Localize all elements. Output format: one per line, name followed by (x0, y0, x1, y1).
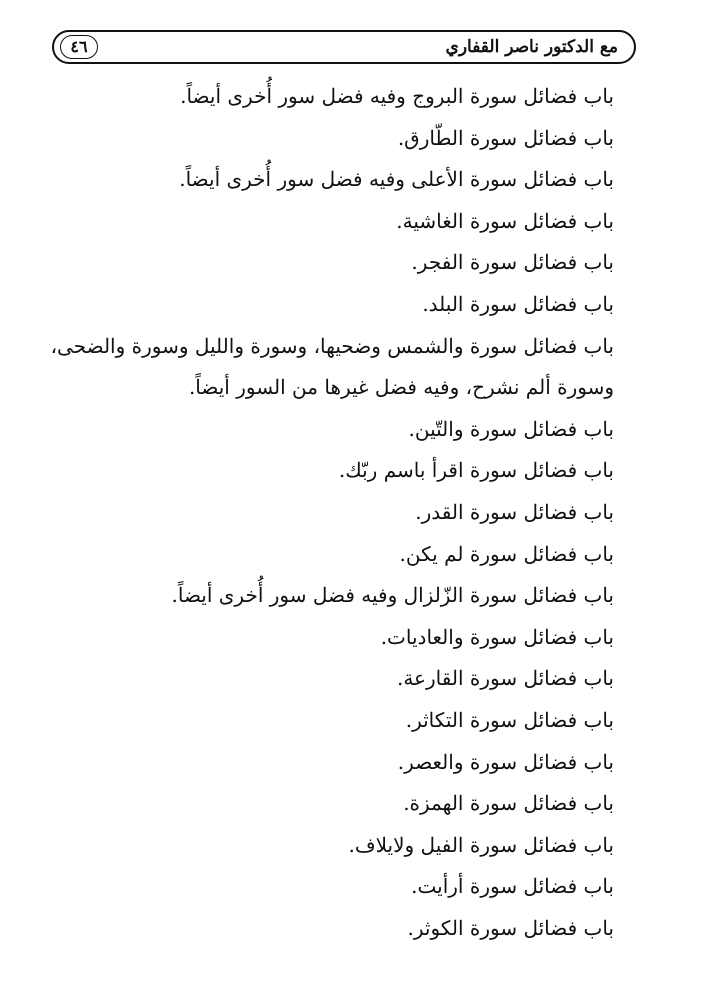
text-line: باب فضائل سورة البروج وفيه فضل سور أُخرى أيضاً. (180, 84, 614, 108)
text-line: باب فضائل سورة القارعة. (396, 666, 614, 691)
text-line: باب فضائل سورة والعصر. (397, 749, 614, 774)
page-number: ٤٦ (60, 35, 98, 59)
text-line: وسورة ألم نشرح، وفيه فضل غيرها من السور أيضاً. (188, 375, 614, 400)
page-header (52, 30, 636, 64)
text-line: باب فضائل سورة القدر. (415, 499, 614, 524)
page-body (50, 76, 614, 949)
text-line: باب فضائل سورة الطّارق. (397, 125, 614, 150)
text-line: باب فضائل سورة الأعلى وفيه فضل سور أُخرى أيضاً. (179, 167, 614, 192)
text-line: باب فضائل سورة الفيل ولايلاف. (348, 832, 614, 857)
text-line: باب فضائل سورة الهمزة. (403, 791, 614, 816)
text-line: باب فضائل سورة الزّلزال وفيه فضل سور أُخرى أيضاً. (171, 583, 614, 608)
text-line: باب فضائل سورة والتّين. (408, 416, 614, 441)
text-line: باب فضائل سورة اقرأ باسم ربّك. (338, 458, 614, 483)
text-line: باب فضائل سورة الكوثر. (407, 915, 614, 940)
text-line: باب فضائل سورة والشمس وضحيها، وسورة والليل وسورة والضحى، (50, 333, 614, 358)
text-line: باب فضائل سورة لم يكن. (399, 541, 614, 566)
text-line: باب فضائل سورة الغاشية. (396, 208, 614, 233)
text-line: باب فضائل سورة أرأيت. (411, 874, 614, 899)
text-line: باب فضائل سورة الفجر. (411, 250, 614, 275)
text-line: باب فضائل سورة التكاثر. (405, 707, 614, 732)
running-title: مع الدكتور ناصر القفاري (445, 37, 618, 57)
text-line: باب فضائل سورة البلد. (422, 291, 614, 316)
text-line: باب فضائل سورة والعاديات. (380, 624, 614, 649)
